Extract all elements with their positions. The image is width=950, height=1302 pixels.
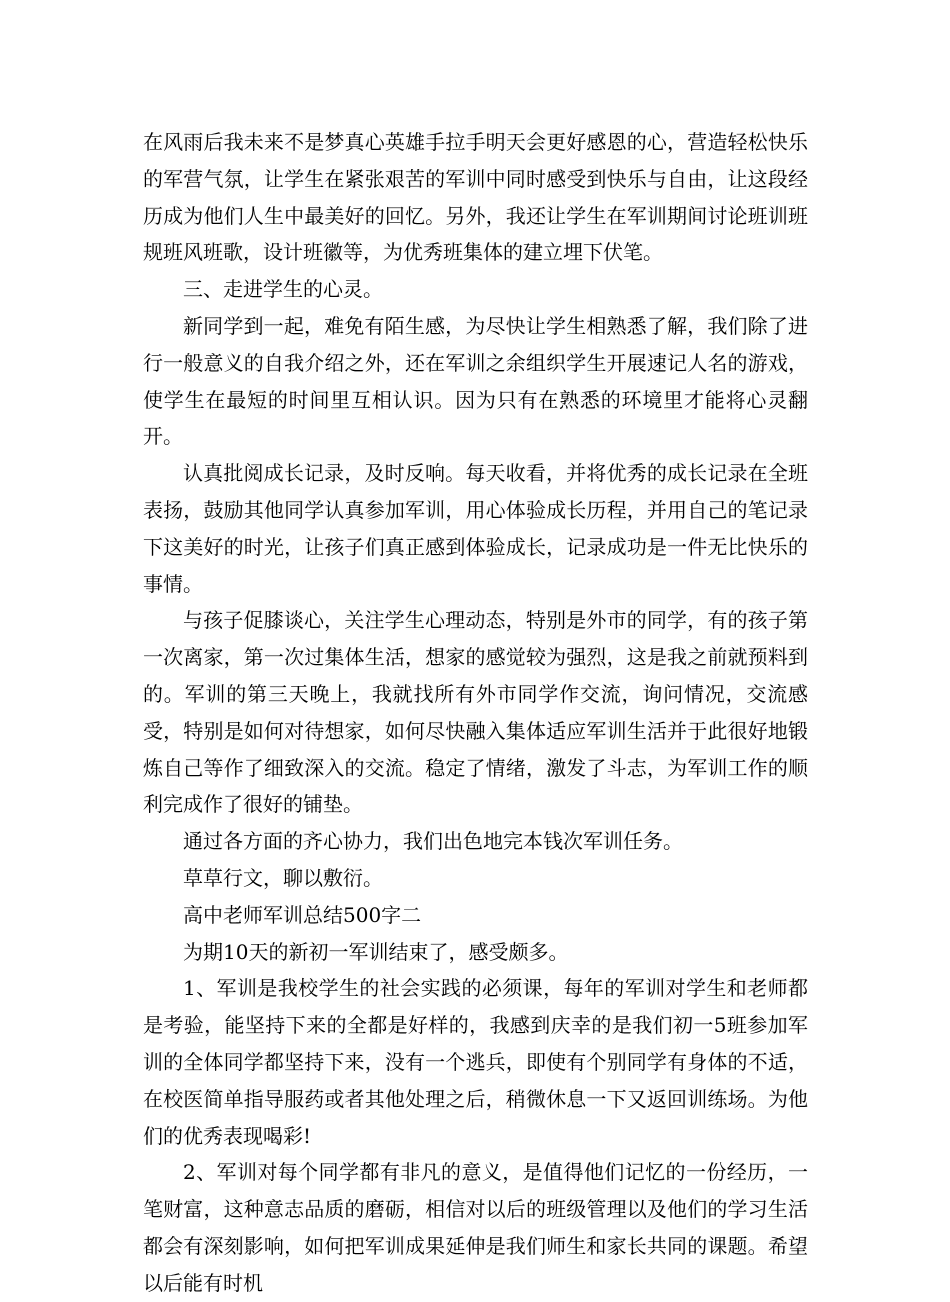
paragraph-get-acquainted: 新同学到一起，难免有陌生感，为尽快让学生相熟悉了解，我们除了进行一般意义的自我介绍之外，还在军训之余组织学生开展速记人名的游戏，使学生在最短的时间里互相认识。因为只有在熟悉的环境里才能将心灵翻开。: [143, 313, 808, 449]
paragraph-military-songs-atmosphere: 在风雨后我未来不是梦真心英雄手拉手明天会更好感恩的心，营造轻松快乐的军营气氛，让学生在紧张艰苦的军训中同时感受到快乐与自由，让这段经历成为他们人生中最美好的回忆。另外，我还让学生在军训期间讨论班训班规班风班歌，设计班徽等，为优秀班集体的建立埋下伏笔。: [143, 130, 808, 265]
paragraph-point-two: 2、军训对每个同学都有非凡的意义，是值得他们记忆的一份经历，一笔财富，这种意志品质的磨砺，相信对以后的班级管理以及他们的学习生活都会有深刻影响，如何把军训成果延伸是我们师生和家长共同的课题。希望以后能有时机: [143, 1160, 808, 1295]
paragraph-task-completed: 通过各方面的齐心协力，我们出色地完本钱次军训任务。: [183, 829, 683, 854]
document-body: [143, 124, 808, 1302]
paragraph-closing-remark: 草草行文，聊以敷衍。: [183, 865, 383, 890]
paragraph-point-one: 1、军训是我校学生的社会实践的必须课，每年的军训对学生和老师都是考验，能坚持下来的全都是好样的，我感到庆幸的是我们初一5班参加军训的全体同学都坚持下来，没有一个逃兵，即使有个别同学有身体的不适，在校医简单指导服药或者其他处理之后，稍微休息一下又返回训练场。为他们的优秀表现喝彩!: [143, 976, 808, 1148]
paragraph-training-ended: 为期10天的新初一军训结束了，感受颇多。: [183, 939, 569, 964]
paragraph-heart-to-heart: 与孩子促膝谈心，关注学生心理动态，特别是外市的同学，有的孩子第一次离家，第一次过集体生活，想家的感觉较为强烈，这是我之前就预料到的。军训的第三天晚上，我就找所有外市同学作交流，询问情况，交流感受，特别是如何对待想家，如何尽快融入集体适应军训生活并于此很好地锻炼自己等作了细致深入的交流。稳定了情绪，激发了斗志，为军训工作的顺利完成作了很好的铺垫。: [143, 608, 808, 817]
paragraph-growth-records: 认真批阅成长记录，及时反响。每天收看，并将优秀的成长记录在全班表扬，鼓励其他同学认真参加军训，用心体验成长历程，并用自己的笔记录下这美好的时光，让孩子们真正感到体验成长，记录成功是一件无比快乐的事情。: [143, 461, 808, 596]
article-title-part-two: 高中老师军训总结500字二: [183, 902, 422, 927]
section-heading-into-students-hearts: 三、走进学生的心灵。: [183, 277, 383, 302]
